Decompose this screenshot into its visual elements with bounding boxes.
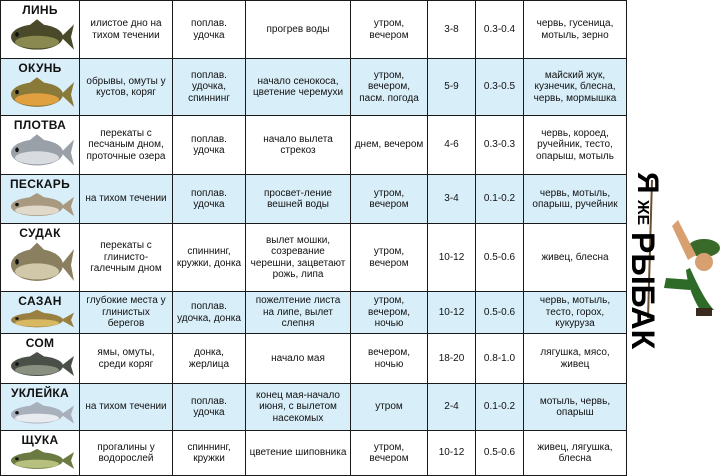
weight-cell: 0.5-0.6 xyxy=(476,431,524,476)
bleak-icon xyxy=(5,401,75,428)
depth-cell: 3-4 xyxy=(428,175,476,224)
season-cell: цветение шиповника xyxy=(246,431,351,476)
fish-name: ЛИНЬ xyxy=(22,2,58,17)
weight-cell: 0.3-0.4 xyxy=(476,1,524,59)
season-cell: начало мая xyxy=(246,334,351,384)
table-row xyxy=(1,384,627,431)
bait-cell: лягушка, мясо, живец xyxy=(524,334,627,384)
fish-name-cell xyxy=(1,224,80,292)
fish-name: СУДАК xyxy=(19,225,61,240)
table-row xyxy=(1,116,627,175)
time-cell: вечером, ночью xyxy=(351,334,428,384)
bait-cell: червь, мотыль, тесто, горох, кукуруза xyxy=(524,292,627,334)
brand-logo xyxy=(625,160,723,350)
depth-cell: 10-12 xyxy=(428,431,476,476)
table-row xyxy=(1,59,627,116)
bait-cell: червь, короед, ручейник, тесто, опарыш, мотыль xyxy=(524,116,627,175)
bait-cell: майский жук, кузнечик, блесна, червь, мормышка xyxy=(524,59,627,116)
depth-cell: 3-8 xyxy=(428,1,476,59)
gear-cell: спиннинг, кружки, донка xyxy=(173,224,246,292)
weight-cell: 0.3-0.5 xyxy=(476,59,524,116)
depth-cell: 4-6 xyxy=(428,116,476,175)
fish-name: ПЕСКАРЬ xyxy=(9,176,70,191)
table-row xyxy=(1,334,627,384)
weight-cell: 0.5-0.6 xyxy=(476,292,524,334)
time-cell: утром, вечером xyxy=(351,175,428,224)
time-cell: утром, вечером xyxy=(351,224,428,292)
weight-cell: 0.8-1.0 xyxy=(476,334,524,384)
season-cell: конец мая-начало июня, с вылетом насекомых xyxy=(246,384,351,431)
fish-name: ПЛОТВА xyxy=(13,117,67,132)
time-cell: утром, вечером, ночью xyxy=(351,292,428,334)
bait-cell: червь, мотыль, опарыш, ручейник xyxy=(524,175,627,224)
gear-cell: поплав. удочка xyxy=(173,175,246,224)
gear-cell: поплав. удочка, донка xyxy=(173,292,246,334)
fish-name-cell xyxy=(1,175,80,224)
season-cell: начало сенокоса, цветение черемухи xyxy=(246,59,351,116)
depth-cell: 10-12 xyxy=(428,292,476,334)
table-row xyxy=(1,431,627,476)
fish-name-cell xyxy=(1,1,80,59)
weight-cell: 0.1-0.2 xyxy=(476,384,524,431)
time-cell: утром, вечером xyxy=(351,431,428,476)
pike-icon xyxy=(5,448,75,473)
habitat-cell: перекаты с песчаным дном, проточные озера xyxy=(80,116,173,175)
fish-name: ЩУКА xyxy=(21,432,59,447)
brand-text-top: Я xyxy=(631,172,664,194)
table-row xyxy=(1,224,627,292)
habitat-cell: обрывы, омуты у кустов, коряг xyxy=(80,59,173,116)
habitat-cell: на тихом течении xyxy=(80,175,173,224)
season-cell: просвет-ление вешней воды xyxy=(246,175,351,224)
bait-cell: мотыль, червь, опарыш xyxy=(524,384,627,431)
habitat-cell: перекаты с глинисто-галечным дном xyxy=(80,224,173,292)
fish-name: СОМ xyxy=(25,335,55,350)
fish-name: САЗАН xyxy=(18,293,62,308)
catfish-icon xyxy=(5,351,75,381)
time-cell: утром, вечером xyxy=(351,1,428,59)
depth-cell: 18-20 xyxy=(428,334,476,384)
habitat-cell: глубокие места у глинистых берегов xyxy=(80,292,173,334)
depth-cell: 10-12 xyxy=(428,224,476,292)
bait-cell: червь, гусеница, мотыль, зерно xyxy=(524,1,627,59)
gear-cell: поплав. удочка, спиннинг xyxy=(173,59,246,116)
brand-text-main: РЫБАК xyxy=(625,232,661,350)
gear-cell: поплав. удочка xyxy=(173,1,246,59)
bait-cell: живец, блесна xyxy=(524,224,627,292)
depth-cell: 5-9 xyxy=(428,59,476,116)
bait-cell: живец, лягушка, блесна xyxy=(524,431,627,476)
habitat-cell: ямы, омуты, среди коряг xyxy=(80,334,173,384)
habitat-cell: илистое дно на тихом течении xyxy=(80,1,173,59)
fish-name-cell xyxy=(1,59,80,116)
gear-cell: донка, жерлица xyxy=(173,334,246,384)
fish-name: ОКУНЬ xyxy=(18,60,62,75)
weight-cell: 0.5-0.6 xyxy=(476,224,524,292)
season-cell: вылет мошки, созревание черешни, зацветают рожь, липа xyxy=(246,224,351,292)
roach-icon xyxy=(5,133,75,172)
table-row xyxy=(1,1,627,59)
gear-cell: поплав. удочка xyxy=(173,384,246,431)
gudgeon-icon xyxy=(5,192,75,221)
table-row xyxy=(1,292,627,334)
perch-icon xyxy=(5,76,75,113)
table-row xyxy=(1,175,627,224)
depth-cell: 2-4 xyxy=(428,384,476,431)
season-cell: начало вылета стрекоз xyxy=(246,116,351,175)
season-cell: пожелтение листа на липе, вылет слепня xyxy=(246,292,351,334)
fish-name-cell xyxy=(1,292,80,334)
gear-cell: поплав. удочка xyxy=(173,116,246,175)
time-cell: утром, вечером, пасм. погода xyxy=(351,59,428,116)
season-cell: прогрев воды xyxy=(246,1,351,59)
weight-cell: 0.3-0.3 xyxy=(476,116,524,175)
fish-name-cell xyxy=(1,384,80,431)
zander-icon xyxy=(5,241,75,289)
gear-cell: спиннинг, кружки xyxy=(173,431,246,476)
fish-name: УКЛЕЙКА xyxy=(11,385,69,400)
time-cell: утром xyxy=(351,384,428,431)
habitat-cell: на тихом течении xyxy=(80,384,173,431)
weight-cell: 0.1-0.2 xyxy=(476,175,524,224)
carp-icon xyxy=(5,309,75,331)
time-cell: днем, вечером xyxy=(351,116,428,175)
fish-name-cell xyxy=(1,431,80,476)
tench-icon xyxy=(5,18,75,56)
fish-name-cell xyxy=(1,334,80,384)
fish-name-cell xyxy=(1,116,80,175)
brand-text-mid: ЖЕ xyxy=(634,200,651,226)
habitat-cell: прогалины у водорослей xyxy=(80,431,173,476)
